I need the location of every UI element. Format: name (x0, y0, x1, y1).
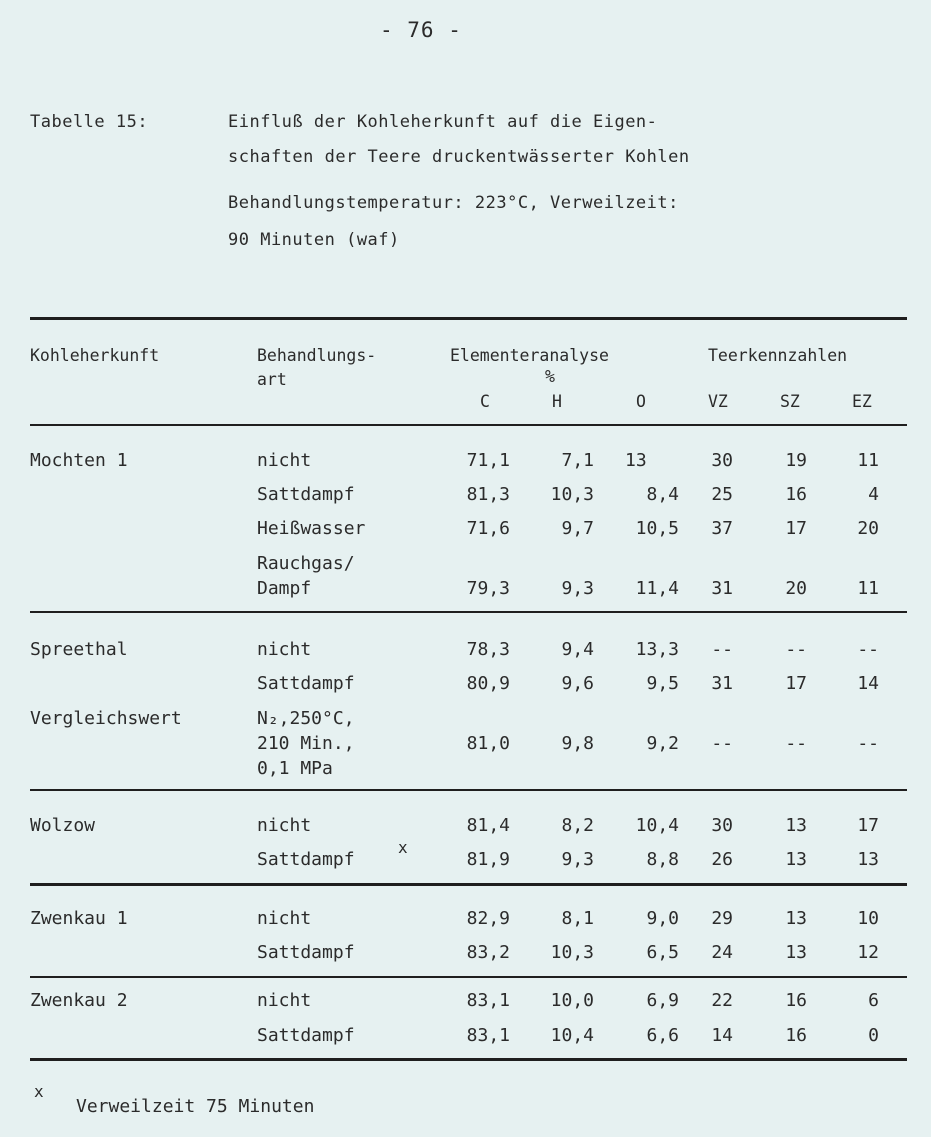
cell-h: 10,0 (550, 990, 594, 1011)
caption-label: Tabelle 15: (30, 112, 149, 132)
header-kohleherkunft: Kohleherkunft (30, 346, 160, 365)
cell-h: 9,6 (561, 673, 594, 694)
row-art: Sattdampf (257, 1025, 355, 1046)
cell-o: 9,2 (646, 733, 679, 754)
cell-o: 8,8 (646, 849, 679, 870)
cell-ez: 13 (857, 849, 879, 870)
cell-ez: 0 (868, 1025, 879, 1046)
row-art-line1: Rauchgas/ (257, 553, 355, 574)
cell-o: 13,3 (635, 639, 679, 660)
header-rule (30, 424, 907, 426)
cell-h: 8,2 (561, 815, 594, 836)
cell-vz: 30 (711, 815, 733, 836)
header-behandlungsart-1: Behandlungs- (257, 346, 377, 365)
cell-c: 80,9 (466, 673, 510, 694)
cell-c: 81,3 (466, 484, 510, 505)
row-art: nicht (257, 639, 312, 660)
cell-ez: -- (857, 639, 879, 660)
header-c: C (480, 392, 490, 411)
cell-c: 81,9 (466, 849, 510, 870)
cell-h: 9,8 (561, 733, 594, 754)
cell-h: 9,7 (561, 518, 594, 539)
row-herkunft: Zwenkau 1 (30, 908, 128, 929)
row-art: Heißwasser (257, 518, 366, 539)
cell-sz: 17 (785, 518, 807, 539)
cell-c: 71,1 (466, 450, 510, 471)
cell-vz: 29 (711, 908, 733, 929)
row-art-line2: 210 Min., (257, 733, 355, 754)
cell-o: 6,9 (646, 990, 679, 1011)
cell-sz: -- (785, 733, 807, 754)
row-art: nicht (257, 908, 312, 929)
cell-sz: 13 (785, 815, 807, 836)
group-rule (30, 883, 907, 886)
cell-vz: 37 (711, 518, 733, 539)
cell-sz: 16 (785, 1025, 807, 1046)
header-sz: SZ (780, 392, 800, 411)
row-art-line3: 0,1 MPa (257, 758, 333, 779)
cell-vz: -- (711, 733, 733, 754)
caption-line-4: 90 Minuten (waf) (228, 230, 400, 250)
cell-h: 10,3 (550, 942, 594, 963)
header-teerkennzahlen: Teerkennzahlen (708, 346, 848, 365)
cell-o: 9,0 (646, 908, 679, 929)
page-number: - 76 - (380, 18, 462, 42)
cell-ez: 14 (857, 673, 879, 694)
cell-ez: 10 (857, 908, 879, 929)
cell-c: 71,6 (466, 518, 510, 539)
row-art: Sattdampf (257, 673, 355, 694)
header-elementaranalyse: Elementeranalyse (450, 346, 609, 365)
cell-ez: -- (857, 733, 879, 754)
footnote-marker: x (398, 838, 408, 857)
cell-o: 10,5 (635, 518, 679, 539)
caption-line-1: Einfluß der Kohleherkunft auf die Eigen- (228, 112, 658, 132)
header-percent: % (545, 367, 555, 386)
cell-sz: -- (785, 639, 807, 660)
caption-line-2: schaften der Teere druckentwässerter Kohlen (228, 147, 690, 167)
row-herkunft: Spreethal (30, 639, 128, 660)
cell-h: 9,3 (561, 578, 594, 599)
cell-ez: 11 (857, 578, 879, 599)
cell-ez: 20 (857, 518, 879, 539)
cell-ez: 11 (857, 450, 879, 471)
table-bottom-rule (30, 1058, 907, 1061)
cell-h: 9,4 (561, 639, 594, 660)
header-h: H (552, 392, 562, 411)
cell-vz: 31 (711, 673, 733, 694)
cell-h: 7,1 (561, 450, 594, 471)
header-behandlungsart-2: art (257, 370, 287, 389)
cell-vz: 14 (711, 1025, 733, 1046)
cell-o: 6,5 (646, 942, 679, 963)
header-ez: EZ (852, 392, 872, 411)
group-rule (30, 611, 907, 613)
cell-vz: 22 (711, 990, 733, 1011)
cell-o: 13 (625, 450, 647, 471)
cell-c: 83,2 (466, 942, 510, 963)
cell-ez: 12 (857, 942, 879, 963)
cell-ez: 6 (868, 990, 879, 1011)
row-art: Sattdampf (257, 942, 355, 963)
cell-c: 83,1 (466, 1025, 510, 1046)
row-herkunft: Vergleichswert (30, 708, 182, 729)
row-herkunft: Wolzow (30, 815, 96, 836)
header-vz: VZ (708, 392, 728, 411)
cell-sz: 13 (785, 942, 807, 963)
cell-sz: 19 (785, 450, 807, 471)
row-herkunft: Mochten 1 (30, 450, 128, 471)
row-art: Dampf (257, 578, 312, 599)
cell-sz: 16 (785, 484, 807, 505)
footnote-mark: x (34, 1082, 44, 1101)
cell-h: 10,3 (550, 484, 594, 505)
row-art: Sattdampf (257, 484, 355, 505)
cell-vz: 30 (711, 450, 733, 471)
row-herkunft: Zwenkau 2 (30, 990, 128, 1011)
cell-sz: 17 (785, 673, 807, 694)
cell-o: 6,6 (646, 1025, 679, 1046)
cell-vz: 31 (711, 578, 733, 599)
cell-c: 83,1 (466, 990, 510, 1011)
cell-c: 79,3 (466, 578, 510, 599)
cell-c: 81,4 (466, 815, 510, 836)
cell-o: 10,4 (635, 815, 679, 836)
row-art: nicht (257, 990, 312, 1011)
row-art-line1: N₂,250°C, (257, 708, 355, 729)
cell-vz: 26 (711, 849, 733, 870)
cell-c: 81,0 (466, 733, 510, 754)
cell-sz: 13 (785, 849, 807, 870)
cell-h: 8,1 (561, 908, 594, 929)
cell-ez: 4 (868, 484, 879, 505)
cell-o: 8,4 (646, 484, 679, 505)
cell-sz: 20 (785, 578, 807, 599)
group-rule (30, 789, 907, 791)
cell-vz: 25 (711, 484, 733, 505)
footnote-text: Verweilzeit 75 Minuten (76, 1096, 315, 1117)
cell-vz: -- (711, 639, 733, 660)
cell-o: 11,4 (635, 578, 679, 599)
cell-h: 9,3 (561, 849, 594, 870)
table-top-rule (30, 317, 907, 320)
caption-line-3: Behandlungstemperatur: 223°C, Verweilzeit: (228, 193, 679, 213)
cell-vz: 24 (711, 942, 733, 963)
cell-c: 78,3 (466, 639, 510, 660)
group-rule (30, 976, 907, 978)
header-o: O (636, 392, 646, 411)
cell-sz: 13 (785, 908, 807, 929)
row-art: nicht (257, 450, 312, 471)
cell-h: 10,4 (550, 1025, 594, 1046)
row-art: nicht (257, 815, 312, 836)
cell-o: 9,5 (646, 673, 679, 694)
cell-sz: 16 (785, 990, 807, 1011)
cell-ez: 17 (857, 815, 879, 836)
cell-c: 82,9 (466, 908, 510, 929)
row-art: Sattdampf (257, 849, 355, 870)
